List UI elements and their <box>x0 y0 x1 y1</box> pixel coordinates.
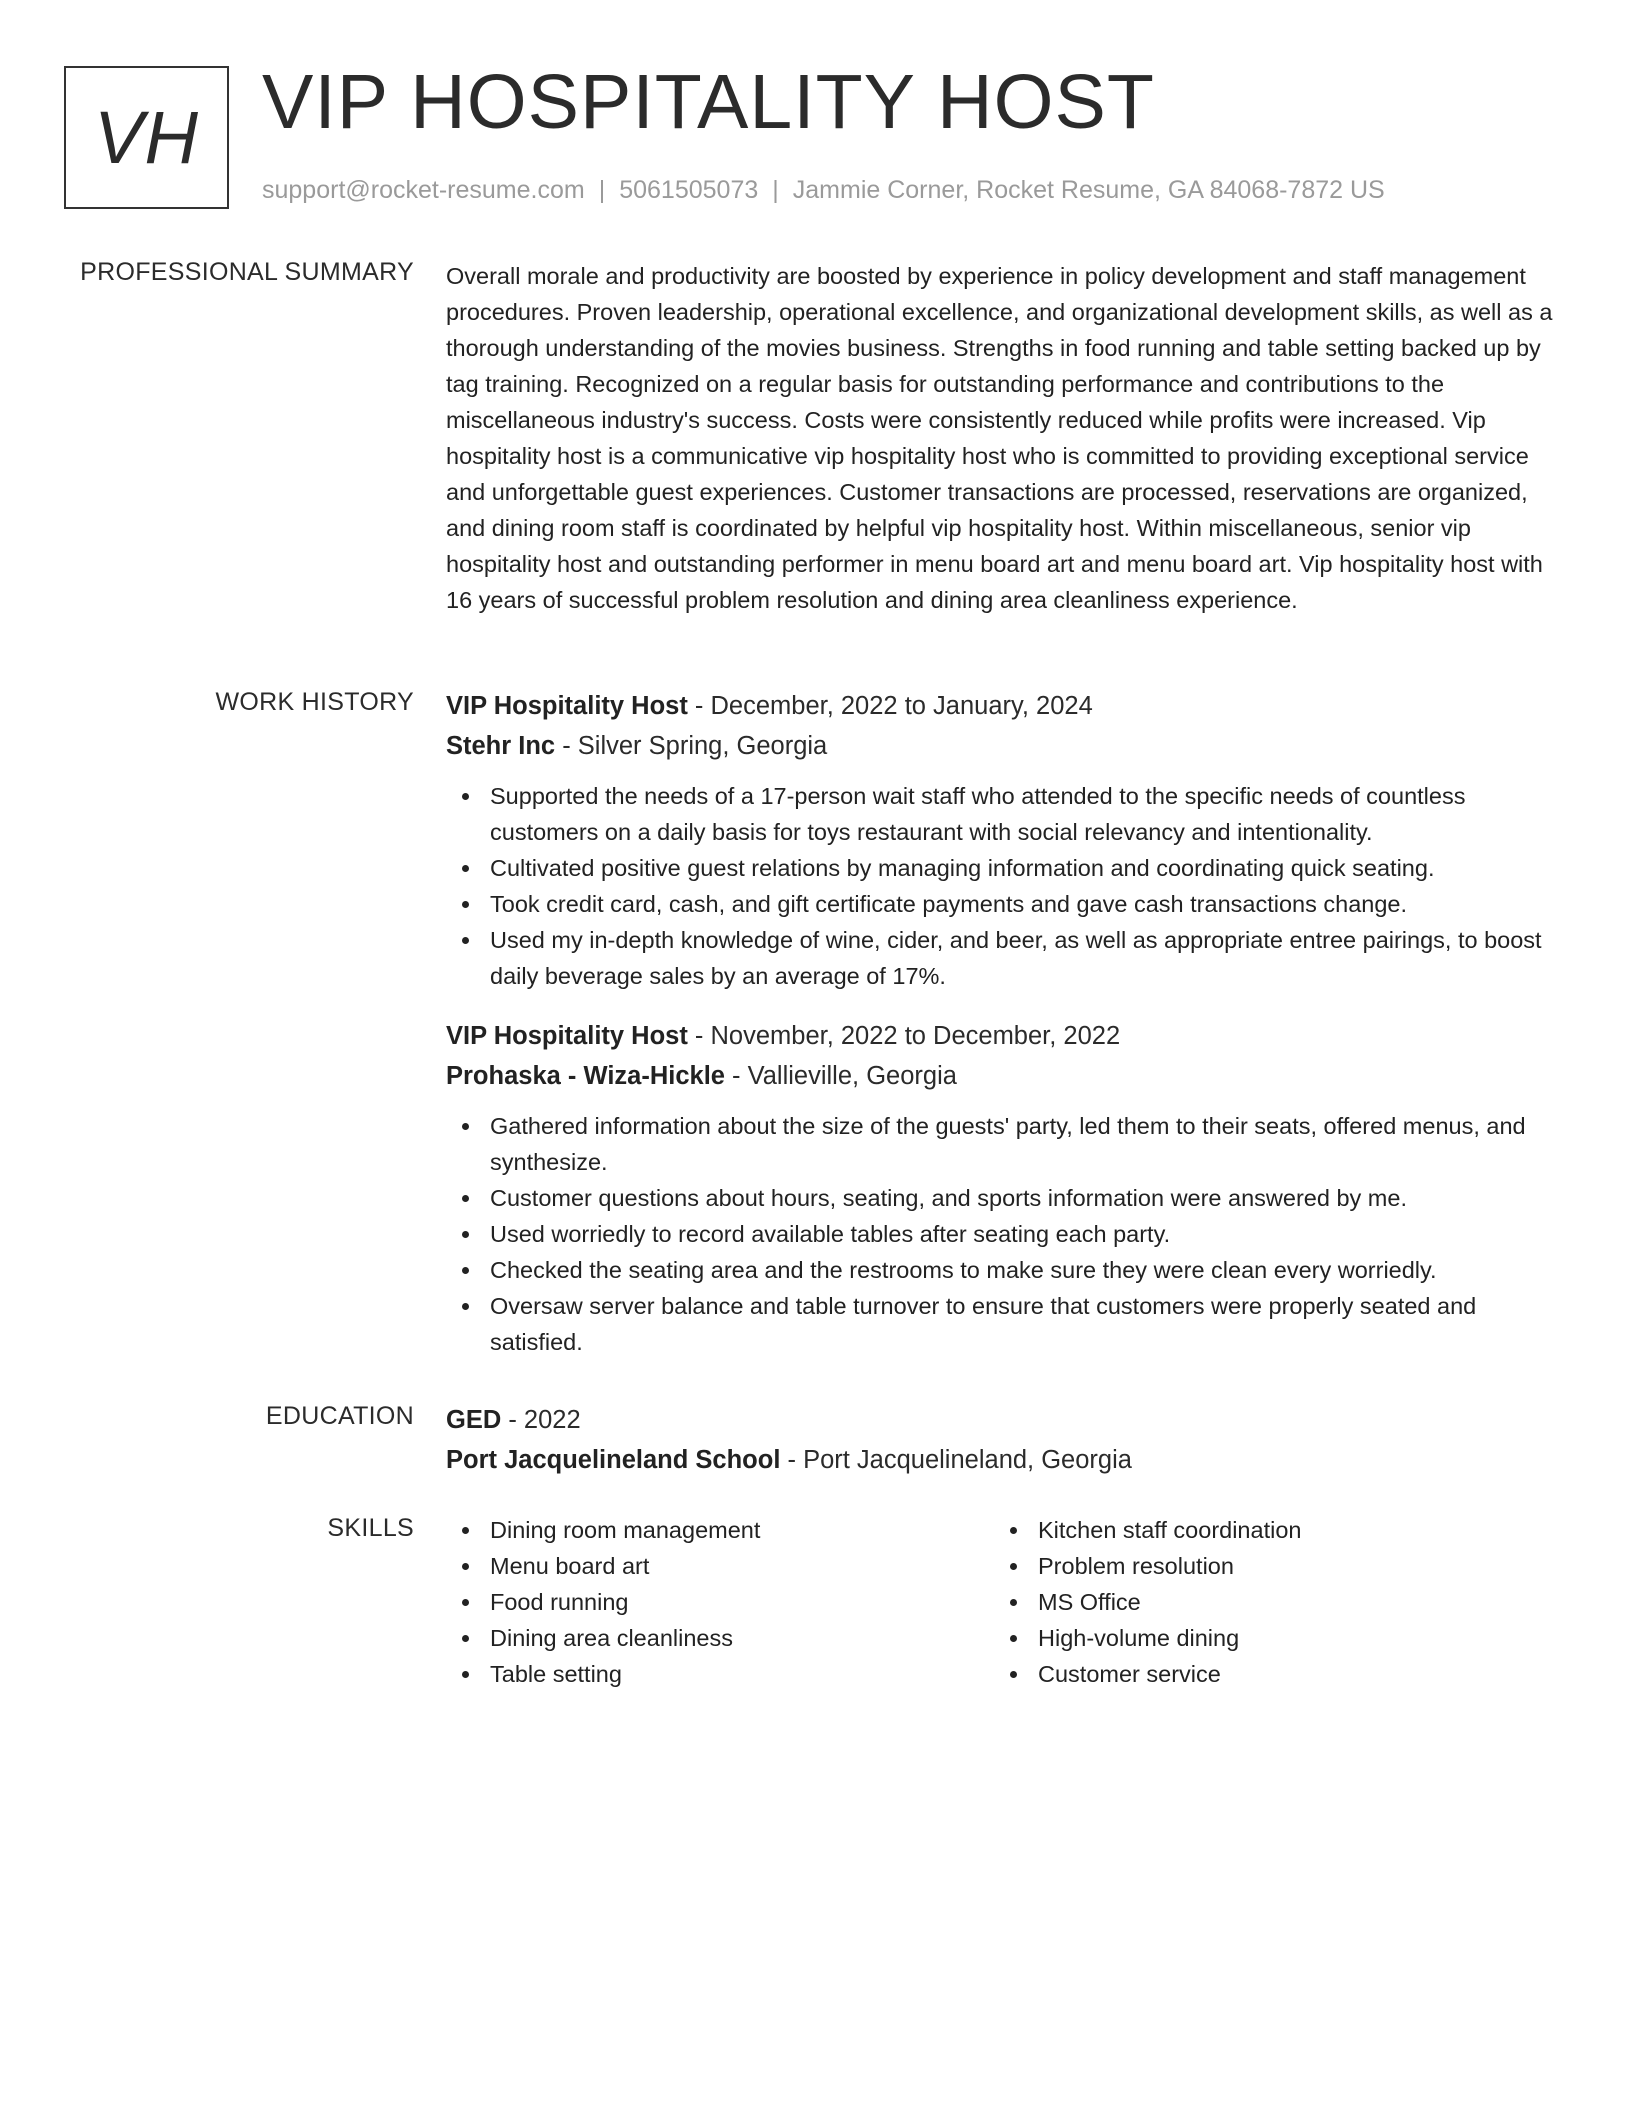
list-item: Used worriedly to record available tables after seating each party. <box>446 1216 1556 1252</box>
job-location: - Silver Spring, Georgia <box>555 732 828 760</box>
education-school: Port Jacquelineland School <box>446 1446 781 1474</box>
job-dates: - November, 2022 to December, 2022 <box>687 1022 1121 1050</box>
education-degree: GED <box>446 1406 502 1434</box>
list-item: Oversaw server balance and table turnover to ensure that customers were properly seated and satisfied. <box>446 1288 1556 1360</box>
education-school-line <box>446 1440 1556 1480</box>
section-label-work-history: WORK HISTORY <box>215 688 414 716</box>
education-degree-line <box>446 1400 1556 1440</box>
skill-item: Kitchen staff coordination <box>994 1512 1542 1548</box>
list-item: Cultivated positive guest relations by managing information and coordinating quick seating. <box>446 850 1556 886</box>
education-year: - 2022 <box>501 1406 581 1434</box>
contact-separator: | <box>772 176 779 204</box>
list-item: Checked the seating area and the restrooms to make sure they were clean every worriedly. <box>446 1252 1556 1288</box>
job-entry <box>446 686 1556 994</box>
list-item: Used my in-depth knowledge of wine, cider, and beer, as well as appropriate entree pairings, to boost daily beverage sales by an average of 17%. <box>446 922 1556 994</box>
skills-list-left <box>446 1512 994 1692</box>
resume-name: VIP HOSPITALITY HOST <box>262 59 1155 145</box>
list-item: Customer questions about hours, seating, and sports information were answered by me. <box>446 1180 1556 1216</box>
skill-item: Menu board art <box>446 1548 994 1584</box>
job-company: Prohaska - Wiza-Hickle <box>446 1062 725 1090</box>
job-title: VIP Hospitality Host <box>446 1022 688 1050</box>
monogram-box <box>64 66 229 209</box>
job-title: VIP Hospitality Host <box>446 692 688 720</box>
skill-item: Customer service <box>994 1656 1542 1692</box>
contact-address: Jammie Corner, Rocket Resume, GA 84068-7872 US <box>792 176 1385 204</box>
contact-email: support@rocket-resume.com <box>262 176 585 204</box>
job-bullets <box>446 778 1556 994</box>
skill-item: Dining room management <box>446 1512 994 1548</box>
list-item: Gathered information about the size of the guests' party, led them to their seats, offered menus, and synthesize. <box>446 1108 1556 1180</box>
skill-item: High-volume dining <box>994 1620 1542 1656</box>
skill-item: Dining area cleanliness <box>446 1620 994 1656</box>
skills-column-left <box>446 1512 994 1692</box>
section-label-education: EDUCATION <box>265 1402 414 1430</box>
skill-item: Problem resolution <box>994 1548 1542 1584</box>
contact-phone: 5061505073 <box>619 176 759 204</box>
skills-columns <box>446 1512 1556 1692</box>
list-item: Supported the needs of a 17-person wait staff who attended to the specific needs of countless customers on a daily basis for toys restaurant with social relevancy and intentionality. <box>446 778 1556 850</box>
skill-item: Food running <box>446 1584 994 1620</box>
section-label-skills: SKILLS <box>327 1514 414 1542</box>
contact-line <box>262 176 1385 205</box>
skill-item: MS Office <box>994 1584 1542 1620</box>
job-company-line <box>446 1056 1556 1096</box>
job-title-line <box>446 1016 1556 1056</box>
job-dates: - December, 2022 to January, 2024 <box>687 692 1093 720</box>
monogram-initials: VH <box>94 96 199 179</box>
section-label-summary: PROFESSIONAL SUMMARY <box>80 258 414 286</box>
summary-text: Overall morale and productivity are boosted by experience in policy development and staff management procedures. Proven leadership, operational excellence, and organizational development skills, as well as a thorough understanding of the movies business. Strengths in food running and table setting backed up by tag training. Recognized on a regular basis for outstanding performance and contributions to the miscellaneous industry's success. Costs were consistently reduced while profits were increased. Vip hospitality host is a communicative vip hospitality host who is committed to providing exceptional service and unforgettable guest experiences. Customer transactions are processed, reservations are organized, and dining room staff is coordinated by helpful vip hospitality host. Within miscellaneous, senior vip hospitality host and outstanding performer in menu board art and menu board art. Vip hospitality host with 16 years of successful problem resolution and dining area cleanliness experience. <box>446 263 1553 613</box>
list-item: Took credit card, cash, and gift certificate payments and gave cash transactions change. <box>446 886 1556 922</box>
skills-column-right <box>994 1512 1542 1692</box>
job-entry <box>446 1016 1556 1360</box>
job-company: Stehr Inc <box>446 732 556 760</box>
job-title-line <box>446 686 1556 726</box>
job-company-line <box>446 726 1556 766</box>
job-location: - Vallieville, Georgia <box>724 1062 957 1090</box>
job-bullets <box>446 1108 1556 1360</box>
skill-item: Table setting <box>446 1656 994 1692</box>
skills-list-right <box>994 1512 1542 1692</box>
contact-separator: | <box>598 176 606 204</box>
education-location: - Port Jacquelineland, Georgia <box>780 1446 1132 1474</box>
